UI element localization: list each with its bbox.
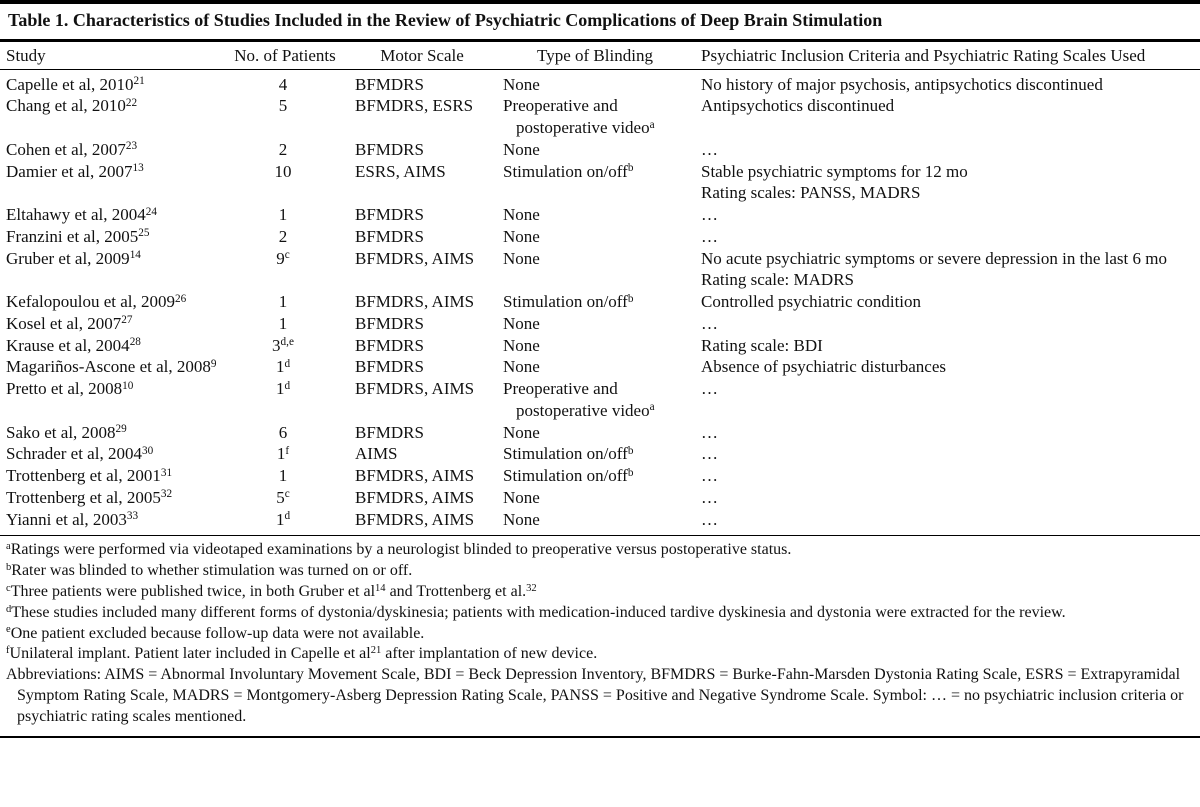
- patients-cell: 3$^{d,e}$: [272, 335, 294, 355]
- criteria-cell: …: [701, 139, 718, 159]
- footnote: Abbreviations: AIMS = Abnormal Involuntary Movement Scale, BDI = Beck Depression Inventory, BFMDRS = Burke-Fahn-Marsden Dystonia Rating Scale, ESRS = Extrapyramidal Symptom Rating Scale, MADRS = Montgomery-Asberg Depression Rating Scale, PANSS = Positive and Negative Syndrome Scale. Symbol: … = no psychiatric inclusion criteria or psychiatric rating scales mentioned.: [6, 666, 1184, 725]
- table-row: [0, 465, 1200, 487]
- table-body: [0, 69, 1200, 536]
- motor-scale-cell: ESRS, AIMS: [355, 161, 446, 181]
- column-header-blinding: Type of Blinding: [496, 42, 694, 70]
- study-cell: Yianni et al, 2003$^{33}$: [6, 509, 139, 529]
- criteria-cell: …: [701, 487, 718, 507]
- patients-cell: 1: [278, 292, 288, 312]
- studies-table: [0, 42, 1200, 537]
- motor-scale-cell: BFMDRS, ESRS: [355, 96, 474, 116]
- motor-scale-cell: BFMDRS, AIMS: [355, 292, 475, 312]
- table-row: [0, 204, 1200, 226]
- column-header-motor-scale: Motor Scale: [348, 42, 496, 70]
- blinding-cell: Stimulation on/off$^b$: [503, 466, 634, 486]
- motor-scale-cell: BFMDRS: [355, 357, 424, 377]
- footnote: $^a$Ratings were performed via videotaped examinations by a neurologist blinded to preoperative versus postoperative status.: [6, 541, 792, 559]
- footnote: $^f$Unilateral implant. Patient later included in Capelle et $al^{21}$ after implantation of new device.: [6, 645, 598, 663]
- patients-cell: 1: [278, 205, 288, 225]
- table-row: [0, 161, 1200, 205]
- criteria-cell: …: [701, 205, 718, 225]
- patients-cell: 1$^f$: [276, 444, 290, 464]
- criteria-cell: No history of major psychosis, antipsychotics discontinued: [701, 74, 1103, 94]
- table-row: [0, 487, 1200, 509]
- study-cell: Damier et al, 2007$^{13}$: [6, 161, 144, 181]
- blinding-cell: None: [503, 205, 540, 225]
- table-row: [0, 509, 1200, 536]
- footnote: $^d$These studies included many different forms of dystonia/dyskinesia; patients with medication-induced tardive dyskinesia and dystonia were extracted for the review.: [6, 603, 1066, 621]
- blinding-cell: None: [503, 422, 540, 442]
- motor-scale-cell: BFMDRS: [355, 139, 424, 159]
- column-header-criteria: Psychiatric Inclusion Criteria and Psychiatric Rating Scales Used: [694, 42, 1200, 70]
- blinding-cell: None: [503, 248, 540, 268]
- table-row: [0, 422, 1200, 444]
- patients-cell: 5$^c$: [276, 487, 290, 507]
- table-row: [0, 139, 1200, 161]
- study-cell: Franzini et al, 2005$^{25}$: [6, 226, 150, 246]
- study-cell: Kefalopoulou et al, 2009$^{26}$: [6, 292, 187, 312]
- study-cell: Chang et al, 2010$^{22}$: [6, 96, 138, 116]
- study-cell: Magariños-Ascone et al, 2008$^9$: [6, 357, 217, 377]
- motor-scale-cell: BFMDRS: [355, 226, 424, 246]
- patients-cell: 9$^c$: [276, 248, 290, 268]
- blinding-cell: Stimulation on/off$^b$: [503, 161, 634, 181]
- blinding-cell: Stimulation on/off$^b$: [503, 444, 634, 464]
- study-cell: Sako et al, 2008$^{29}$: [6, 422, 127, 442]
- motor-scale-cell: BFMDRS: [355, 74, 424, 94]
- patients-cell: 1: [278, 313, 288, 333]
- blinding-cell: None: [503, 487, 540, 507]
- motor-scale-cell: BFMDRS: [355, 422, 424, 442]
- table-row: [0, 378, 1200, 422]
- patients-cell: 2: [278, 226, 288, 246]
- header-row: [0, 42, 1200, 70]
- patients-cell: 1$^d$: [275, 379, 291, 399]
- table-row: [0, 291, 1200, 313]
- criteria-cell: No acute psychiatric symptoms or severe depression in the last 6 mo Rating scale: MADRS: [701, 248, 1167, 290]
- table-row: [0, 69, 1200, 95]
- patients-cell: 1$^d$: [275, 357, 291, 377]
- patients-cell: 6: [278, 422, 288, 442]
- blinding-cell: None: [503, 226, 540, 246]
- study-cell: Gruber et al, 2009$^{14}$: [6, 248, 141, 268]
- study-cell: Kosel et al, 2007$^{27}$: [6, 313, 133, 333]
- criteria-cell: Stable psychiatric symptoms for 12 mo Rating scales: PANSS, MADRS: [701, 161, 968, 203]
- blinding-cell: None: [503, 139, 540, 159]
- blinding-cell: None: [503, 313, 540, 333]
- study-cell: Cohen et al, 2007$^{23}$: [6, 139, 138, 159]
- table-row: [0, 443, 1200, 465]
- criteria-cell: …: [701, 226, 718, 246]
- table-header: [0, 42, 1200, 70]
- blinding-cell: None: [503, 74, 540, 94]
- table-row: [0, 335, 1200, 357]
- blinding-cell: Preoperative and postoperative video$^a$: [503, 96, 655, 138]
- motor-scale-cell: AIMS: [355, 444, 398, 464]
- patients-cell: 1$^d$: [275, 509, 291, 529]
- criteria-cell: Absence of psychiatric disturbances: [701, 357, 946, 377]
- blinding-cell: Stimulation on/off$^b$: [503, 292, 634, 312]
- footnotes: [0, 536, 1200, 737]
- motor-scale-cell: BFMDRS, AIMS: [355, 466, 475, 486]
- table-row: [0, 226, 1200, 248]
- criteria-cell: Rating scale: BDI: [701, 335, 823, 355]
- column-header-study: Study: [0, 42, 222, 70]
- motor-scale-cell: BFMDRS, AIMS: [355, 509, 475, 529]
- study-cell: Schrader et al, 2004$^{30}$: [6, 444, 154, 464]
- criteria-cell: Controlled psychiatric condition: [701, 292, 922, 312]
- motor-scale-cell: BFMDRS: [355, 313, 424, 333]
- criteria-cell: …: [701, 313, 718, 333]
- blinding-cell: None: [503, 357, 540, 377]
- table-title: Table 1. Characteristics of Studies Included in the Review of Psychiatric Complications of Deep Brain Stimulation: [0, 4, 1200, 42]
- footnote: $^b$Rater was blinded to whether stimulation was turned on or off.: [6, 562, 413, 580]
- table-row: [0, 95, 1200, 139]
- motor-scale-cell: BFMDRS, AIMS: [355, 379, 475, 399]
- table-row: [0, 248, 1200, 292]
- criteria-cell: …: [701, 509, 718, 529]
- motor-scale-cell: BFMDRS, AIMS: [355, 248, 475, 268]
- footnote: $^e$One patient excluded because follow-up data were not available.: [6, 624, 425, 642]
- study-cell: Trottenberg et al, 2005$^{32}$: [6, 487, 173, 507]
- blinding-cell: None: [503, 509, 540, 529]
- study-cell: Krause et al, 2004$^{28}$: [6, 335, 141, 355]
- motor-scale-cell: BFMDRS, AIMS: [355, 487, 475, 507]
- study-cell: Trottenberg et al, 2001$^{31}$: [6, 466, 173, 486]
- criteria-cell: …: [701, 422, 718, 442]
- criteria-cell: …: [701, 466, 718, 486]
- patients-cell: 5: [278, 96, 288, 116]
- criteria-cell: …: [701, 444, 718, 464]
- criteria-cell: …: [701, 379, 718, 399]
- patients-cell: 2: [278, 139, 288, 159]
- footnote: $^c$Three patients were published twice, in both Gruber et $al^{14}$ and Trottenberg et al.$^{32}$: [6, 582, 537, 600]
- motor-scale-cell: BFMDRS: [355, 205, 424, 225]
- study-cell: Capelle et al, 2010$^{21}$: [6, 74, 145, 94]
- study-cell: Pretto et al, 2008$^{10}$: [6, 379, 134, 399]
- blinding-cell: None: [503, 335, 540, 355]
- column-header-patients: No. of Patients: [222, 42, 348, 70]
- patients-cell: 4: [278, 74, 288, 94]
- patients-cell: 10: [274, 161, 292, 181]
- patients-cell: 1: [278, 466, 288, 486]
- blinding-cell: Preoperative and postoperative video$^a$: [503, 379, 655, 420]
- table-row: [0, 313, 1200, 335]
- motor-scale-cell: BFMDRS: [355, 335, 424, 355]
- criteria-cell: Antipsychotics discontinued: [701, 96, 895, 116]
- table-row: [0, 356, 1200, 378]
- study-cell: Eltahawy et al, 2004$^{24}$: [6, 205, 157, 225]
